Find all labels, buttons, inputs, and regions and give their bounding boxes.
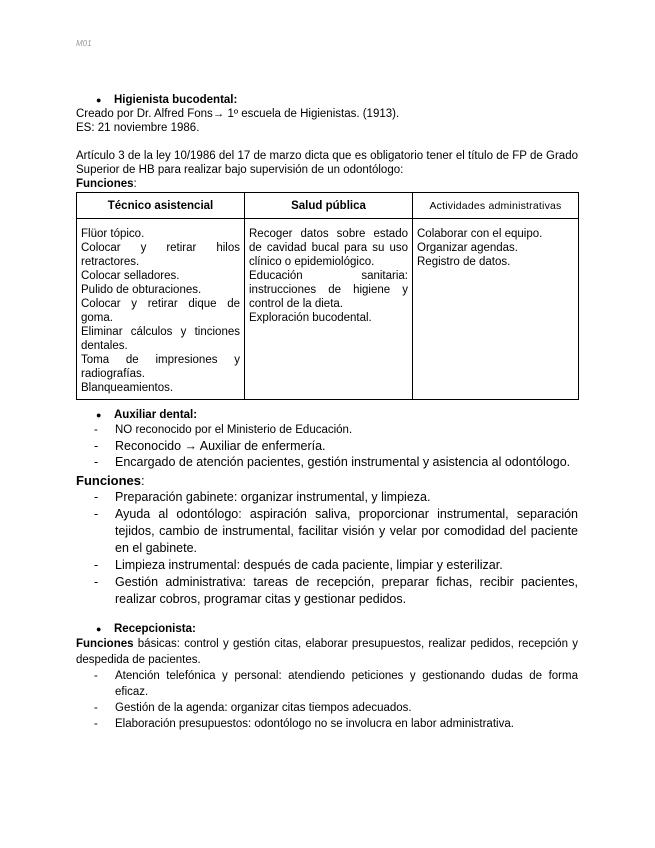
recepcionista-funciones — [76, 636, 578, 668]
higienista-heading: ● Higienista bucodental: — [76, 93, 578, 107]
higienista-created: Creado por Dr. Alfred Fons→ 1º escuela de Higienistas. (1913). — [76, 108, 400, 120]
auxiliar-heading: ● Auxiliar dental: — [76, 408, 578, 422]
list-item: - Preparación gabinete: organizar instrumental, y limpieza. — [76, 489, 578, 506]
table-cell-item: Toma de impresiones y radiografías. — [81, 354, 240, 380]
document-body — [76, 93, 578, 732]
page-tag: M01 — [76, 39, 92, 48]
list-item: - Elaboración presupuestos: odontólogo no se involucra en labor administrativa. — [76, 716, 578, 732]
table-cell-item: Exploración bucodental. — [249, 312, 372, 324]
table-cell-item: Eliminar cálculos y tinciones dentales. — [81, 326, 240, 352]
header-actividades-administrativas: Actividades administrativas — [413, 193, 579, 219]
list-item: - Gestión administrativa: tareas de recepción, preparar fichas, recibir pacientes, realizar cobros, programar citas y gestionar pedidos. — [76, 574, 578, 608]
table-cell-item: Registro de datos. — [417, 256, 511, 268]
header-tecnico-asistencial: Técnico asistencial — [77, 193, 245, 219]
cell-tecnico-asistencial — [77, 219, 245, 400]
list-item: - Ayuda al odontólogo: aspiración saliva, proporcionar instrumental, separación tejidos, cambio de instrumental, facilitar visión y velar por comodidad del paciente en el gabinete. — [76, 506, 578, 557]
list-item: - Gestión de la agenda: organizar citas tiempos adecuados. — [76, 700, 578, 716]
table-cell-item: Organizar agendas. — [417, 242, 519, 254]
funciones-colon: : — [133, 178, 137, 190]
funciones-label: Funciones — [76, 473, 142, 488]
table-cell-item: Pulido de obturaciones. — [81, 284, 202, 296]
table-cell-item: Educación sanitaria: instrucciones de higiene y control de la dieta. — [249, 270, 408, 310]
list-item: - Reconocido → Auxiliar de enfermería. — [76, 438, 578, 454]
recepcionista-list — [76, 668, 578, 732]
table-header-row — [77, 193, 579, 219]
table-cell-item: Colocar y retirar hilos retractores. — [81, 242, 240, 268]
higienista-funciones-title — [76, 177, 578, 191]
funciones-label: Funciones — [76, 178, 134, 190]
cell-salud-publica — [245, 219, 413, 400]
list-item: - Encargado de atención pacientes, gestión instrumental y asistencia al odontólogo. — [76, 454, 578, 471]
functions-table — [76, 192, 579, 400]
table-cell-item: Colocar selladores. — [81, 270, 180, 282]
list-item: - Limpieza instrumental: después de cada paciente, limpiar y esterilizar. — [76, 557, 578, 574]
auxiliar-funciones-title — [76, 472, 578, 489]
table-cell-item: Flüor tópico. — [81, 228, 145, 240]
funciones-colon: : — [141, 473, 145, 488]
list-item: - NO reconocido por el Ministerio de Educación. — [76, 422, 578, 438]
higienista-es-date: ES: 21 noviembre 1986. — [76, 122, 200, 134]
table-cell-item: Blanqueamientos. — [81, 382, 174, 394]
header-salud-publica: Salud pública — [245, 193, 413, 219]
funciones-label: Funciones — [76, 638, 134, 650]
funciones-text: básicas: control y gestión citas, elaborar presupuestos, realizar pedidos, recepción y despedida de pacientes. — [76, 638, 578, 666]
table-cell-item: Colocar y retirar dique de goma. — [81, 298, 240, 324]
recepcionista-heading: ● Recepcionista: — [76, 622, 578, 636]
cell-actividades-administrativas — [413, 219, 579, 400]
table-cell-item: Colaborar con el equipo. — [417, 228, 543, 240]
list-item: - Atención telefónica y personal: atendiendo peticiones y gestionando dudas de forma eficaz. — [76, 668, 578, 700]
higienista-article: Artículo 3 de la ley 10/1986 del 17 de marzo dicta que es obligatorio tener el título de FP de Grado Superior de HB para realizar bajo supervisión de un odontólogo: — [76, 150, 578, 176]
auxiliar-list — [76, 422, 578, 471]
auxiliar-funciones-list — [76, 489, 578, 608]
table-cell-item: Recoger datos sobre estado de cavidad bucal para su uso clínico o epidemiológico. — [249, 228, 408, 268]
table-row — [77, 219, 579, 400]
